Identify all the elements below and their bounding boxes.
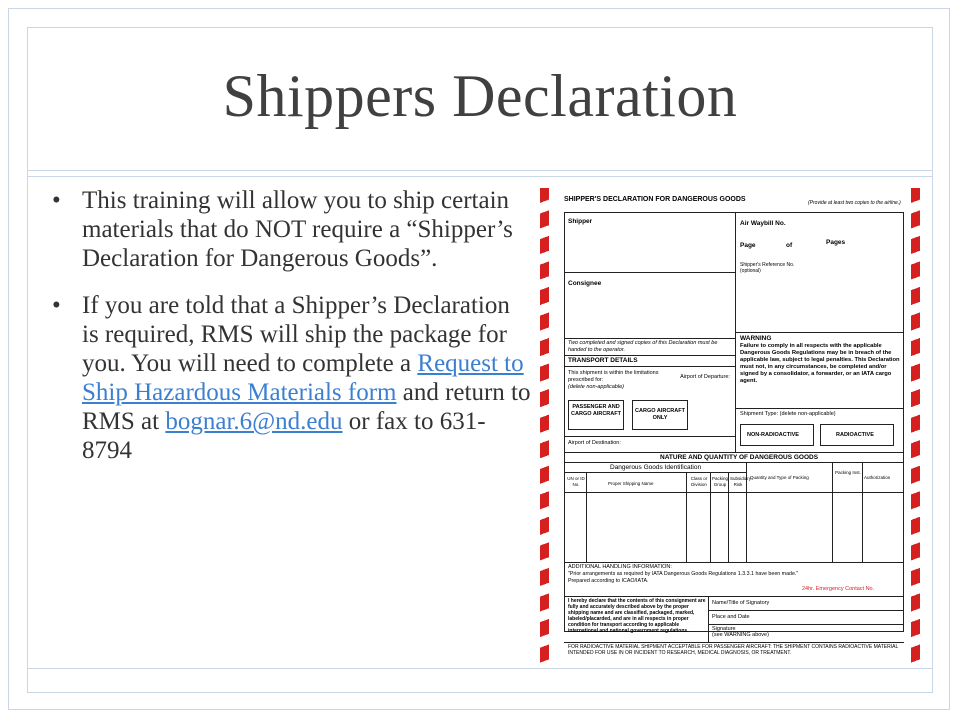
form-divider [708, 610, 904, 611]
hazard-stripe-left [540, 188, 549, 668]
bullet-text: or fax to 631-8794 [82, 408, 486, 464]
radioactive-note: FOR RADIOACTIVE MATERIAL SHIPMENT ACCEPTABLE FOR PASSENGER AIRCRAFT: THE SHIPMENT CONTAINS RADIOACTIVE MATERIAL INTENDED FOR USE IN OR INCIDENT TO RESEARCH, MEDICAL DIAGNOSIS, OR TREATMENT. [568, 644, 899, 656]
form-divider [832, 462, 833, 562]
of-label: of [786, 242, 793, 249]
passenger-cargo-label: PASSENGER AND CARGO AIRCRAFT [571, 404, 621, 417]
email-link[interactable]: bognar.6@nd.edu [165, 408, 343, 435]
form-divider [735, 408, 904, 409]
warning-title: WARNING [740, 335, 772, 342]
slide-title: Shippers Declaration [222, 63, 738, 129]
shipper-label: Shipper [568, 218, 593, 225]
bullet-text: This training will allow you to ship certain materials that do NOT require a “Shipper’s Declaration for Dangerous Goods”. [82, 187, 513, 272]
form-divider [728, 472, 729, 562]
hazard-stripe-right [911, 188, 920, 668]
optional-label: (optional) [740, 268, 761, 274]
form-divider [564, 642, 904, 643]
bullet-text: and return to RMS at [82, 379, 531, 435]
pages-label: Pages [826, 239, 846, 246]
form-divider [564, 472, 746, 473]
cargo-only-label: CARGO AIRCRAFT ONLY [635, 408, 685, 421]
form-divider [564, 562, 904, 563]
airport-destination-label: Airport of Destination: [568, 440, 621, 446]
nature-quantity-label: NATURE AND QUANTITY OF DANGEROUS GOODS [660, 454, 819, 461]
footer-divider [28, 668, 932, 669]
form-divider [564, 366, 735, 367]
form-divider [564, 462, 904, 463]
column-header: Class or Division [690, 476, 708, 487]
form-divider [862, 462, 863, 562]
shipment-type-label: Shipment Type: (delete non-applicable) [740, 411, 836, 417]
form-divider [564, 492, 904, 493]
limitations-label: This shipment is within the limitations prescribed for: [568, 370, 659, 383]
form-divider [564, 596, 904, 597]
prior-arrangements-text: "Prior arrangements as required by IATA Dangerous Goods Regulations 1.3.3.1 have been made." [568, 571, 799, 577]
form-divider [708, 596, 709, 642]
signature-label: Signature [712, 626, 736, 632]
airport-departure-label: Airport of Departure: [680, 374, 730, 380]
form-header-note: (Provide at least two copies to the airline.) [808, 200, 901, 206]
warning-text: Failure to comply in all respects with the applicable Dangerous Goods Regulations may be in breach of the applicable law, subject to legal penalties. This Declaration must not, in any circumstances, be completed and/or signed by a consolidator, a forwarder, or an IATA cargo agent. [740, 343, 900, 384]
place-date-label: Place and Date [712, 614, 750, 620]
prepared-according-text: Prepared according to ICAO/IATA. [568, 578, 649, 584]
bullet-list [52, 186, 532, 483]
bullet-item [52, 291, 532, 465]
form-divider [564, 272, 735, 273]
radioactive-label: RADIOACTIVE [836, 432, 874, 438]
form-divider [686, 472, 687, 562]
bullet-dot-icon: • [52, 187, 61, 214]
emergency-contact-label: 24hr. Emergency Contact No. [802, 586, 875, 592]
two-copies-note: Two completed and signed copies of this Declaration must be handed to the operator. [568, 340, 718, 353]
consignee-label: Consignee [568, 280, 602, 287]
transport-details-label: TRANSPORT DETAILS [568, 357, 638, 364]
form-divider [564, 355, 735, 356]
declaration-form-image [540, 188, 920, 668]
non-radioactive-label: NON-RADIOACTIVE [747, 432, 799, 438]
column-header: UN or ID No. [567, 476, 585, 487]
declaration-text: I hereby declare that the contents of this consignment are fully and accurately described above by the proper shipping name and are classified, packaged, marked, labeled/placarded, and are in all respects in proper condition for transport according to applicable international and national government regulations. [568, 598, 706, 634]
air-waybill-label: Air Waybill No. [740, 220, 786, 227]
form-divider [735, 332, 904, 333]
title-divider [28, 170, 932, 171]
title-divider-secondary [28, 176, 932, 177]
request-form-link[interactable]: Request to Ship Hazardous Materials form [82, 350, 524, 406]
shippers-ref-label: Shipper's Reference No. [740, 262, 795, 268]
column-header: Quantity and Type of Packing [750, 475, 809, 480]
bullet-item [52, 186, 532, 273]
form-divider [586, 472, 587, 562]
form-divider [564, 436, 735, 437]
name-title-label: Name/Title of Signatory [712, 600, 770, 606]
dg-identification-label: Dangerous Goods Identification [610, 464, 702, 471]
form-divider [564, 338, 735, 339]
column-header: Packing Inst. [835, 470, 861, 475]
column-header: Packing Group [712, 476, 729, 487]
delete-non-applicable-label: (delete non-applicable) [568, 384, 624, 390]
form-divider [710, 472, 711, 562]
column-header: Authorization [864, 475, 891, 480]
see-warning-label: (see WARNING above) [712, 632, 769, 638]
form-divider [708, 624, 904, 625]
form-divider [564, 452, 904, 453]
column-header: Proper Shipping Name [608, 481, 654, 486]
form-header: SHIPPER'S DECLARATION FOR DANGEROUS GOODS [564, 196, 746, 203]
bullet-text: If you are told that a Shipper’s Declaration is required, RMS will ship the package for you. You will need to complete a [82, 292, 510, 377]
bullet-dot-icon: • [52, 292, 61, 319]
page-label: Page [740, 242, 756, 249]
column-header: Subsidiary Risk [730, 476, 752, 487]
additional-handling-label: ADDITIONAL HANDLING INFORMATION: [568, 564, 672, 570]
